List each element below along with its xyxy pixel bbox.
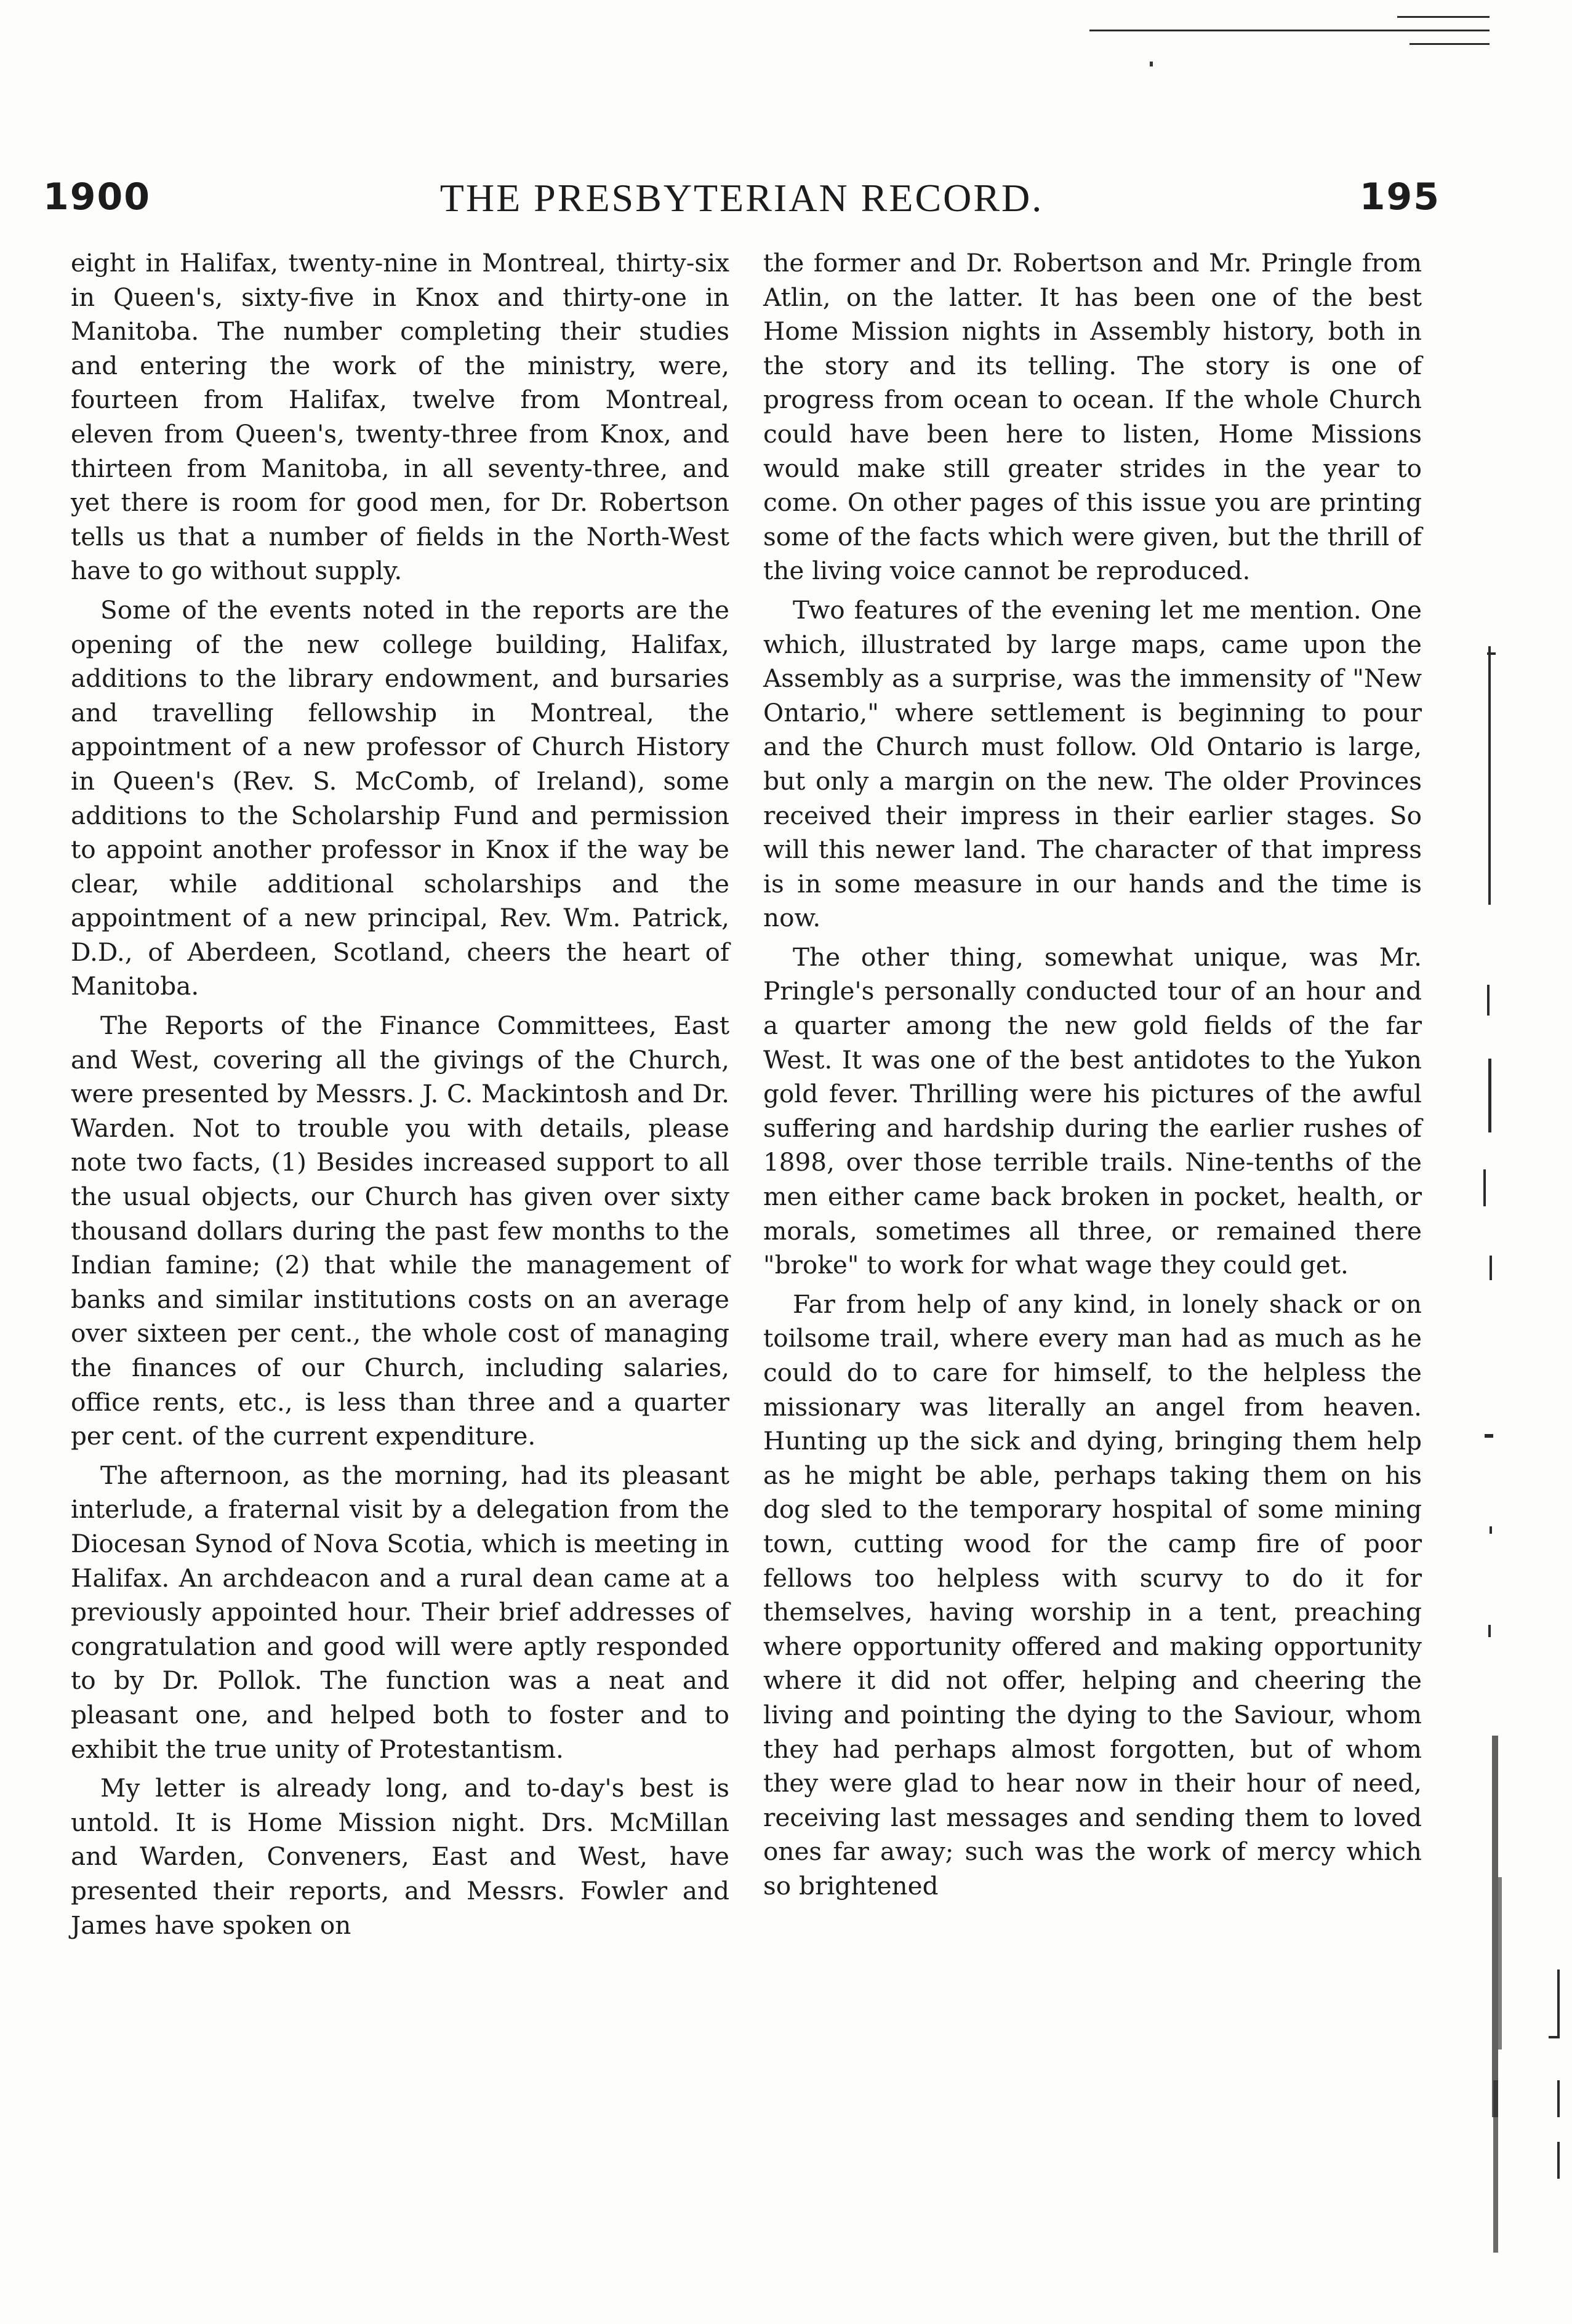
header-year: 1900	[43, 175, 151, 218]
paragraph: The Reports of the Finance Committees, East and West, covering all the givings of the Church, were presented by Messrs. J. C. Mackintosh and Dr. Warden. Not to trouble you with details, please note two facts, (1) Besides increased support to all the usual objects, our Church has given over sixty thousand dollars during the past few months to the Indian famine; (2) that while the management of banks and similar institutions costs on an average over sixteen per cent., the whole cost of managing the finances of our Church, including salaries, office rents, etc., is less than three and a quarter per cent. of the current expenditure.	[71, 1011, 729, 1451]
scan-speck	[1150, 62, 1153, 66]
paragraph: The afternoon, as the morning, had its pleasant interlude, a fraternal visit by a delegation from the Diocesan Synod of Nova Scotia, which is meeting in Halifax. An archdeacon and a rural dean came at a previously appointed hour. Their brief addresses of congratulation and good will were aptly responded to by Dr. Pollok. The function was a neat and pleasant one, and helped both to foster and to exhibit the true unity of Protestantism.	[71, 1460, 729, 1764]
paragraph: Far from help of any kind, in lonely shack or on toilsome trail, where every man had as much as he could do to care for himself, to the helpless the missionary was literally an angel from heaven. Hunting up the sick and dying, bringing them help as he might be able, perhaps taking them on his dog sled to the temporary hospital of some mining town, cutting wood for the camp fire of poor fellows too helpless with scurvy to do it for themselves, having worship in a tent, preaching where opportunity offered and making opportunity where it did not offer, helping and cheering the living and pointing the dying to the Saviour, whom they had perhaps almost forgotten, but of whom they were glad to hear now in their hour of need, receiving last messages and sending them to loved ones far away; such was the work of mercy which so brightened	[763, 1289, 1422, 1901]
left-column	[71, 246, 729, 1947]
printer-rule	[1089, 30, 1490, 31]
running-header	[43, 175, 1440, 225]
page-number: 195	[1359, 175, 1440, 218]
paragraph: the former and Dr. Robertson and Mr. Pringle from Atlin, on the latter. It has been one of the best Home Mission nights in Assembly history, both in the story and its telling. The story is one of progress from ocean to ocean. If the whole Church could have been here to listen, Home Missions would make still greater strides in the year to come. On other pages of this issue you are printing some of the facts which were given, but the thrill of the living voice cannot be reproduced.	[763, 248, 1422, 586]
printer-rule	[1397, 16, 1490, 18]
paragraph: My letter is already long, and to-day's best is untold. It is Home Mission night. Drs. McMillan and Warden, Conveners, East and West, have presented their reports, and Messrs. Fowler and James have spoken on	[71, 1773, 729, 1940]
paragraph: eight in Halifax, twenty-nine in Montreal, thirty-six in Queen's, sixty-five in Knox and thirty-one in Manitoba. The number completing their studies and entering the work of the ministry, were, fourteen from Halifax, twelve from Montreal, eleven from Queen's, twenty-three from Knox, and thirteen from Manitoba, in all seventy-three, and yet there is room for good men, for Dr. Robertson tells us that a number of fields in the North-West have to go without supply.	[71, 248, 729, 586]
paragraph: The other thing, somewhat unique, was Mr. Pringle's personally conducted tour of an hour and a quarter among the new gold fields of the far West. It was one of the best antidotes to the Yukon gold fever. Thrilling were his pictures of the awful suffering and hardship during the earlier rushes of 1898, over those terrible trails. Nine-tenths of the men either came back broken in pocket, health, or morals, sometimes all three, or remained there "broke" to work for what wage they could get.	[763, 942, 1422, 1280]
header-title: THE PRESBYTERIAN RECORD.	[439, 176, 1044, 220]
printer-rule	[1410, 43, 1490, 45]
paragraph: Two features of the evening let me mention. One which, illustrated by large maps, came upon the Assembly as a surprise, was the immensity of "New Ontario," where settlement is beginning to pour and the Church must follow. Old Ontario is large, but only a margin on the new. The older Provinces received their impress in their earlier stages. So will this newer land. The character of that impress is in some measure in our hands and the time is now.	[763, 595, 1422, 933]
right-column	[763, 246, 1422, 1909]
paragraph: Some of the events noted in the reports are the opening of the new college building, Halifax, additions to the library endowment, and bursaries and travelling fellowship in Montreal, the appointment of a new professor of Church History in Queen's (Rev. S. McComb, of Ireland), some additions to the Scholarship Fund and permission to appoint another professor in Knox if the way be clear, while additional scholarships and the appointment of a new principal, Rev. Wm. Patrick, D.D., of Aberdeen, Scotland, cheers the heart of Manitoba.	[71, 595, 729, 1001]
